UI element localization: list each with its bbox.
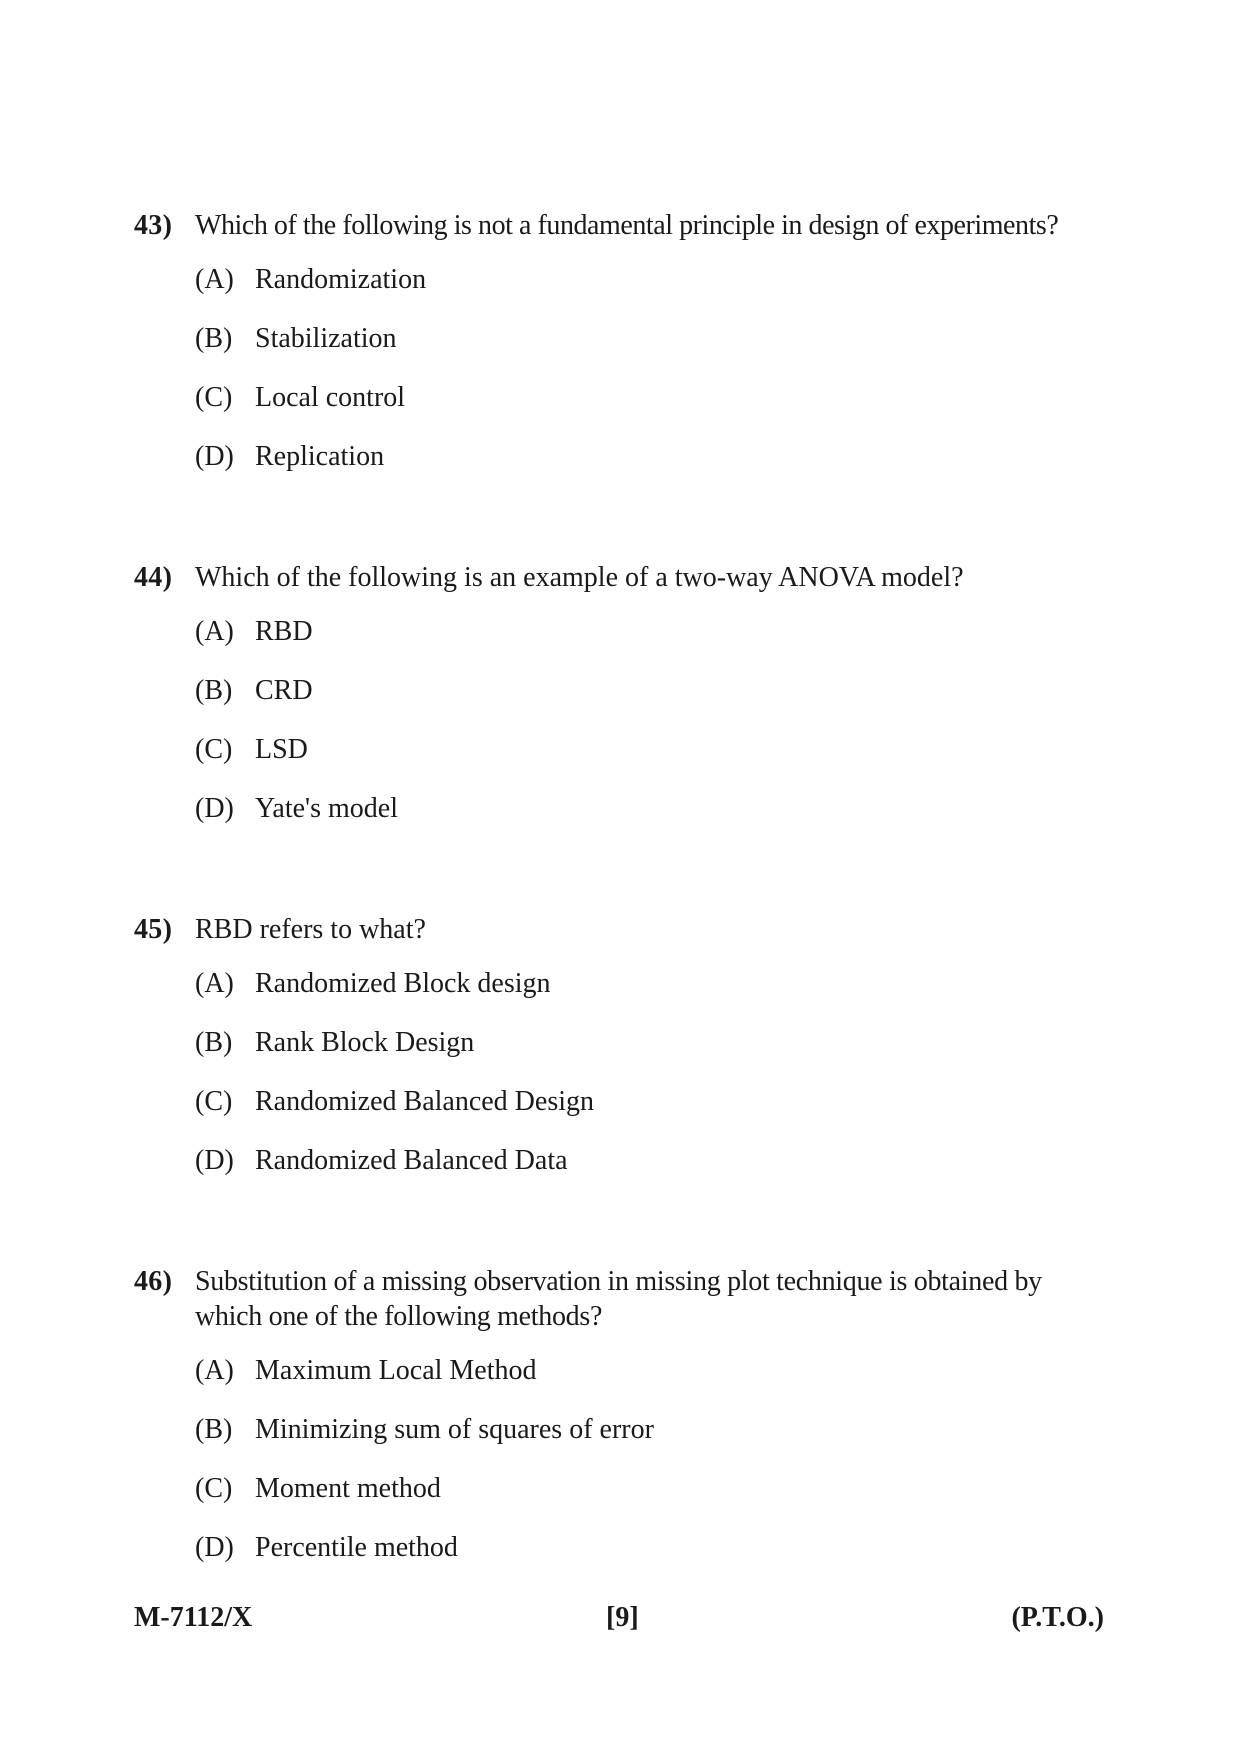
question-stem (134, 1264, 1094, 1334)
option-list (195, 616, 1094, 825)
page-footer (134, 1598, 1104, 1638)
paper-code: M-7112/X (134, 1602, 253, 1633)
question-text: Which of the following is an example of a two-way ANOVA model? (195, 562, 964, 593)
option-label: (C) (195, 734, 233, 765)
question-text: Which of the following is not a fundamental principle in design of experiments? (195, 210, 1059, 241)
option-label: (A) (195, 616, 234, 647)
question-44 (134, 560, 1094, 825)
option-a (195, 1355, 1094, 1387)
question-text: Substitution of a missing observation in missing plot technique is obtained by which one of the following methods? (195, 1266, 1042, 1332)
option-label: (A) (195, 1355, 234, 1386)
option-c (195, 1473, 1094, 1505)
question-stem (134, 208, 1094, 243)
question-number: 43) (134, 210, 173, 241)
option-text: Maximum Local Method (255, 1355, 537, 1386)
question-text: RBD refers to what? (195, 914, 426, 945)
option-text: Minimizing sum of squares of error (255, 1414, 654, 1445)
option-label: (D) (195, 1532, 234, 1563)
option-text: Replication (255, 441, 385, 472)
option-a (195, 616, 1094, 648)
option-b (195, 323, 1094, 355)
option-text: RBD (255, 616, 313, 647)
option-text: CRD (255, 675, 313, 706)
please-turn-over: (P.T.O.) (1011, 1602, 1104, 1633)
option-a (195, 264, 1094, 296)
option-c (195, 382, 1094, 414)
option-c (195, 1086, 1094, 1118)
option-label: (B) (195, 675, 233, 706)
option-label: (C) (195, 1086, 233, 1117)
option-text: Moment method (255, 1473, 441, 1504)
option-text: LSD (255, 734, 308, 765)
option-d (195, 441, 1094, 473)
option-text: Randomized Balanced Design (255, 1086, 595, 1117)
option-text: Yate's model (255, 793, 398, 824)
option-label: (C) (195, 1473, 233, 1504)
option-d (195, 1532, 1094, 1564)
option-label: (B) (195, 323, 233, 354)
option-b (195, 1414, 1094, 1446)
question-45 (134, 912, 1094, 1177)
option-list (195, 968, 1094, 1177)
option-b (195, 1027, 1094, 1059)
option-list (195, 1355, 1094, 1564)
option-text: Local control (255, 382, 406, 413)
option-label: (B) (195, 1027, 233, 1058)
option-label: (C) (195, 382, 233, 413)
option-a (195, 968, 1094, 1000)
option-text: Randomization (255, 264, 427, 295)
option-d (195, 1145, 1094, 1177)
option-text: Randomized Block design (255, 968, 551, 999)
question-number: 44) (134, 562, 173, 593)
question-stem (134, 912, 1094, 947)
page-number: [9] (606, 1602, 639, 1633)
option-label: (A) (195, 264, 234, 295)
question-stem (134, 560, 1094, 595)
option-label: (B) (195, 1414, 233, 1445)
option-c (195, 734, 1094, 766)
option-text: Randomized Balanced Data (255, 1145, 568, 1176)
question-43 (134, 208, 1094, 473)
question-number: 45) (134, 914, 173, 945)
option-text: Stabilization (255, 323, 397, 354)
option-label: (A) (195, 968, 234, 999)
option-text: Percentile method (255, 1532, 458, 1563)
option-label: (D) (195, 1145, 234, 1176)
option-text: Rank Block Design (255, 1027, 475, 1058)
option-label: (D) (195, 441, 234, 472)
option-d (195, 793, 1094, 825)
option-list (195, 264, 1094, 473)
question-number: 46) (134, 1266, 173, 1297)
option-label: (D) (195, 793, 234, 824)
option-b (195, 675, 1094, 707)
question-46 (134, 1264, 1094, 1564)
